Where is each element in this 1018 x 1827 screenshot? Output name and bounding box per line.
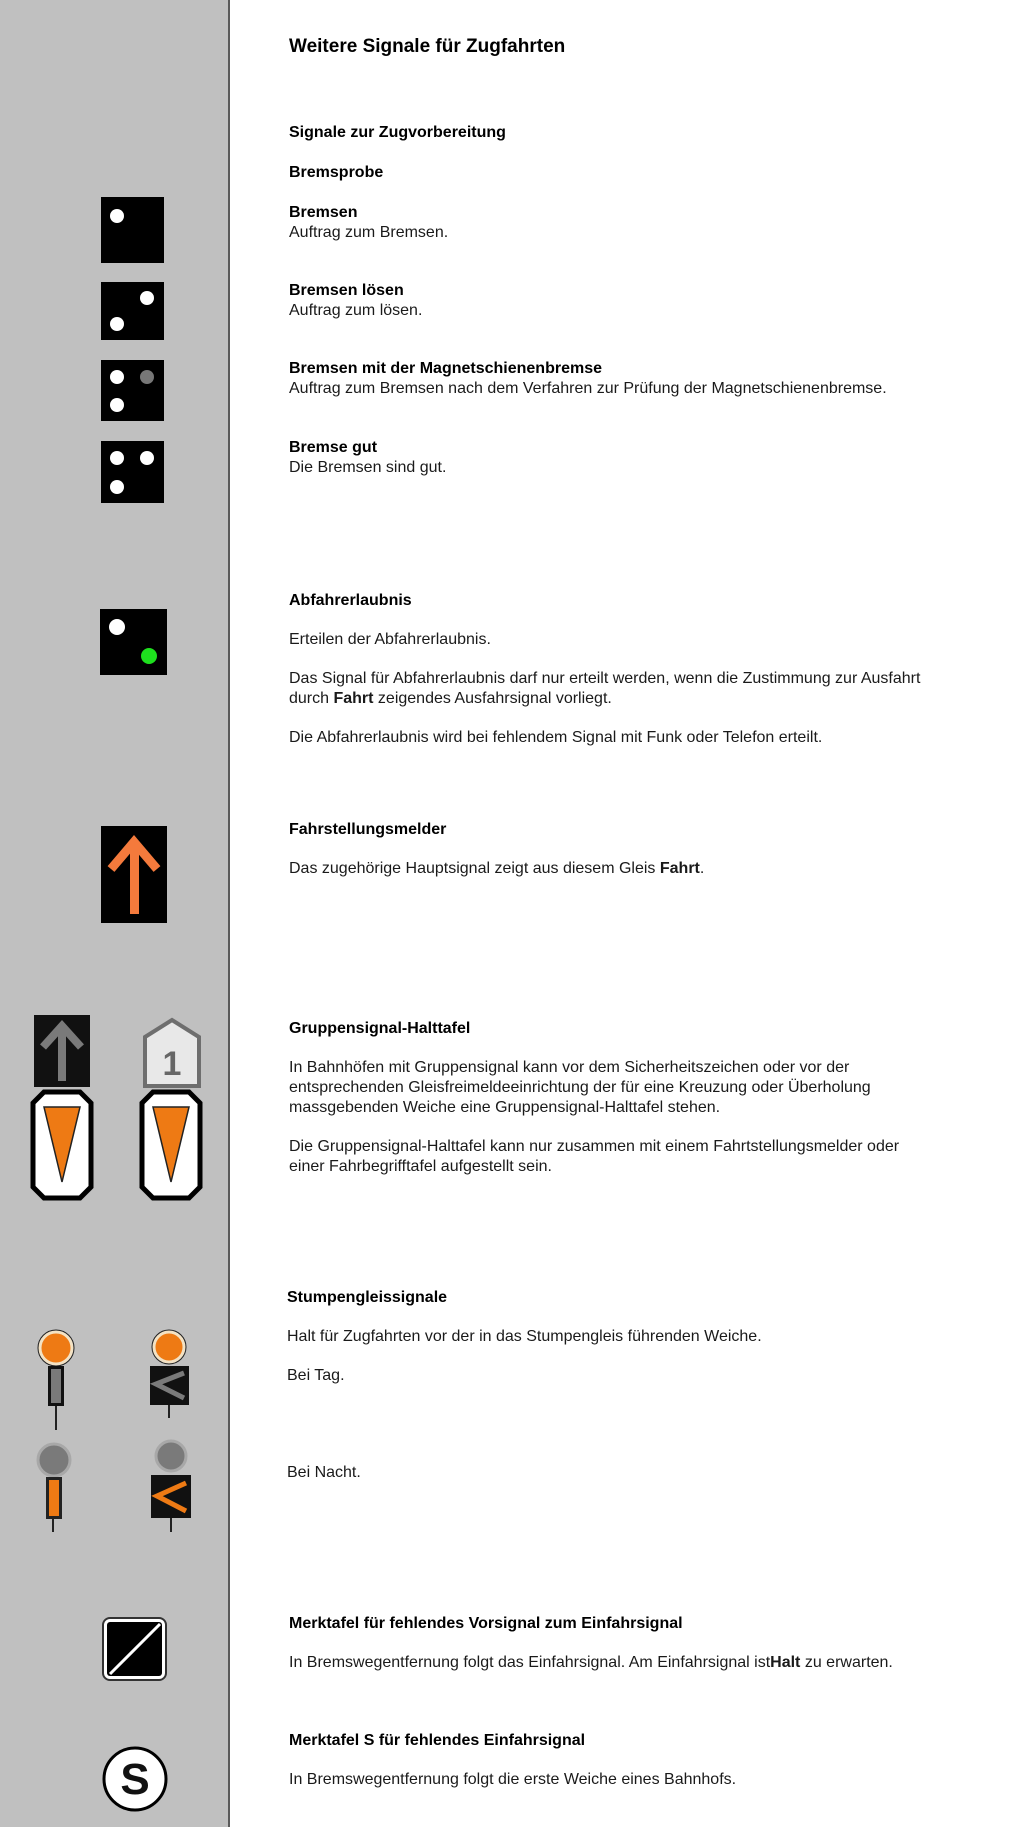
text-span: Das zugehörige Hauptsignal zeigt aus diesem Gleis <box>289 860 660 877</box>
merktafel-diagonal-icon <box>102 1617 167 1681</box>
bold-term: Fahrt <box>659 860 700 877</box>
item-description: Auftrag zum Bremsen. <box>289 224 449 241</box>
text-span: In Bremswegentfernung folgt das Einfahrsignal. Am Einfahrsignal ist <box>289 1654 771 1671</box>
item-title: Bremsen mit der Magnetschienenbremse <box>289 360 602 377</box>
fahrstellungsmelder-title: Fahrstellungsmelder <box>289 821 447 838</box>
abfahrerlaubnis-p2 <box>289 669 929 709</box>
text-span: zu erwarten. <box>800 1654 893 1671</box>
item-description: Die Bremsen sind gut. <box>289 459 447 476</box>
abfahrerlaubnis-title: Abfahrerlaubnis <box>289 592 412 609</box>
halt-triangle-plate-icon <box>30 1089 94 1201</box>
signal-white-green-lights-icon <box>100 609 167 675</box>
bold-term: Halt <box>770 1654 801 1671</box>
merktafel-vorsignal-p1 <box>289 1653 893 1673</box>
item-title: Bremsen <box>289 204 358 221</box>
bremsprobe-heading: Bremsprobe <box>289 164 384 181</box>
abfahrerlaubnis-p1: Erteilen der Abfahrerlaubnis. <box>289 631 491 648</box>
stump-signal-night-bar-icon <box>34 1440 74 1534</box>
stumpengleis-night-label: Bei Nacht. <box>287 1464 361 1481</box>
item-description: Auftrag zum lösen. <box>289 302 423 319</box>
plate-number: 1 <box>162 1045 182 1083</box>
signal-three-lights-one-dim-icon <box>101 360 164 421</box>
halt-triangle-plate-icon <box>139 1089 203 1201</box>
merktafel-s-title: Merktafel S für fehlendes Einfahrsignal <box>289 1732 586 1749</box>
page-title: Weitere Signale für Zugfahrten <box>289 36 566 57</box>
abfahrerlaubnis-p3: Die Abfahrerlaubnis wird bei fehlendem Signal mit Funk oder Telefon erteilt. <box>289 729 823 746</box>
item-title: Bremse gut <box>289 439 378 456</box>
signal-two-white-lights-diagonal-icon <box>101 282 164 340</box>
gruppensignal-title: Gruppensignal-Halttafel <box>289 1020 471 1037</box>
item-title: Bremsen lösen <box>289 282 404 299</box>
stump-signal-day-bar-icon <box>36 1328 76 1432</box>
merktafel-s-letter: S <box>120 1755 150 1804</box>
text-span: . <box>699 860 705 877</box>
merktafel-s-p1: In Bremswegentfernung folgt die erste Weiche eines Bahnhofs. <box>289 1771 737 1788</box>
gruppensignal-p2: Die Gruppensignal-Halttafel kann nur zusammen mit einem Fahrtstellungsmelder oder einer Fahrbegrifftafel aufgestellt sein. <box>289 1138 900 1175</box>
section-heading: Signale zur Zugvorbereitung <box>289 124 506 141</box>
orange-arrow-up-icon <box>101 826 167 923</box>
stump-signal-night-chevron-icon <box>150 1438 192 1534</box>
merktafel-s-icon <box>102 1746 168 1812</box>
signal-three-white-lights-icon <box>101 441 164 503</box>
text-span: Das Signal für Abfahrerlaubnis darf nur erteilt werden, wenn die Zustimmung zur Ausfahrt durch <box>289 670 921 707</box>
stumpengleis-title: Stumpengleissignale <box>287 1289 448 1306</box>
fahrstellungsmelder-p1 <box>289 859 704 879</box>
merktafel-vorsignal-title: Merktafel für fehlendes Vorsignal zum Einfahrsignal <box>289 1615 683 1632</box>
gruppensignal-p1: In Bahnhöfen mit Gruppensignal kann vor dem Sicherheitszeichen oder vor der entsprechenden Gleisfreimeldeeinrichtung der für eine Kreuzung oder Überholung massgebenden Weiche eine Gruppensignal-Halttafel stehen. <box>289 1059 871 1116</box>
number-plate-icon <box>142 1017 202 1089</box>
gray-arrow-up-plate-icon <box>34 1015 90 1087</box>
bold-term: Fahrt <box>333 690 374 707</box>
text-span: zeigendes Ausfahrsignal vorliegt. <box>373 690 612 707</box>
stumpengleis-p1: Halt für Zugfahrten vor der in das Stumpengleis führenden Weiche. <box>287 1328 762 1345</box>
stumpengleis-day-label: Bei Tag. <box>287 1367 345 1384</box>
signal-one-white-light-icon <box>101 197 164 263</box>
item-description: Auftrag zum Bremsen nach dem Verfahren zur Prüfung der Magnetschienenbremse. <box>289 380 887 397</box>
stump-signal-day-chevron-icon <box>149 1328 191 1420</box>
